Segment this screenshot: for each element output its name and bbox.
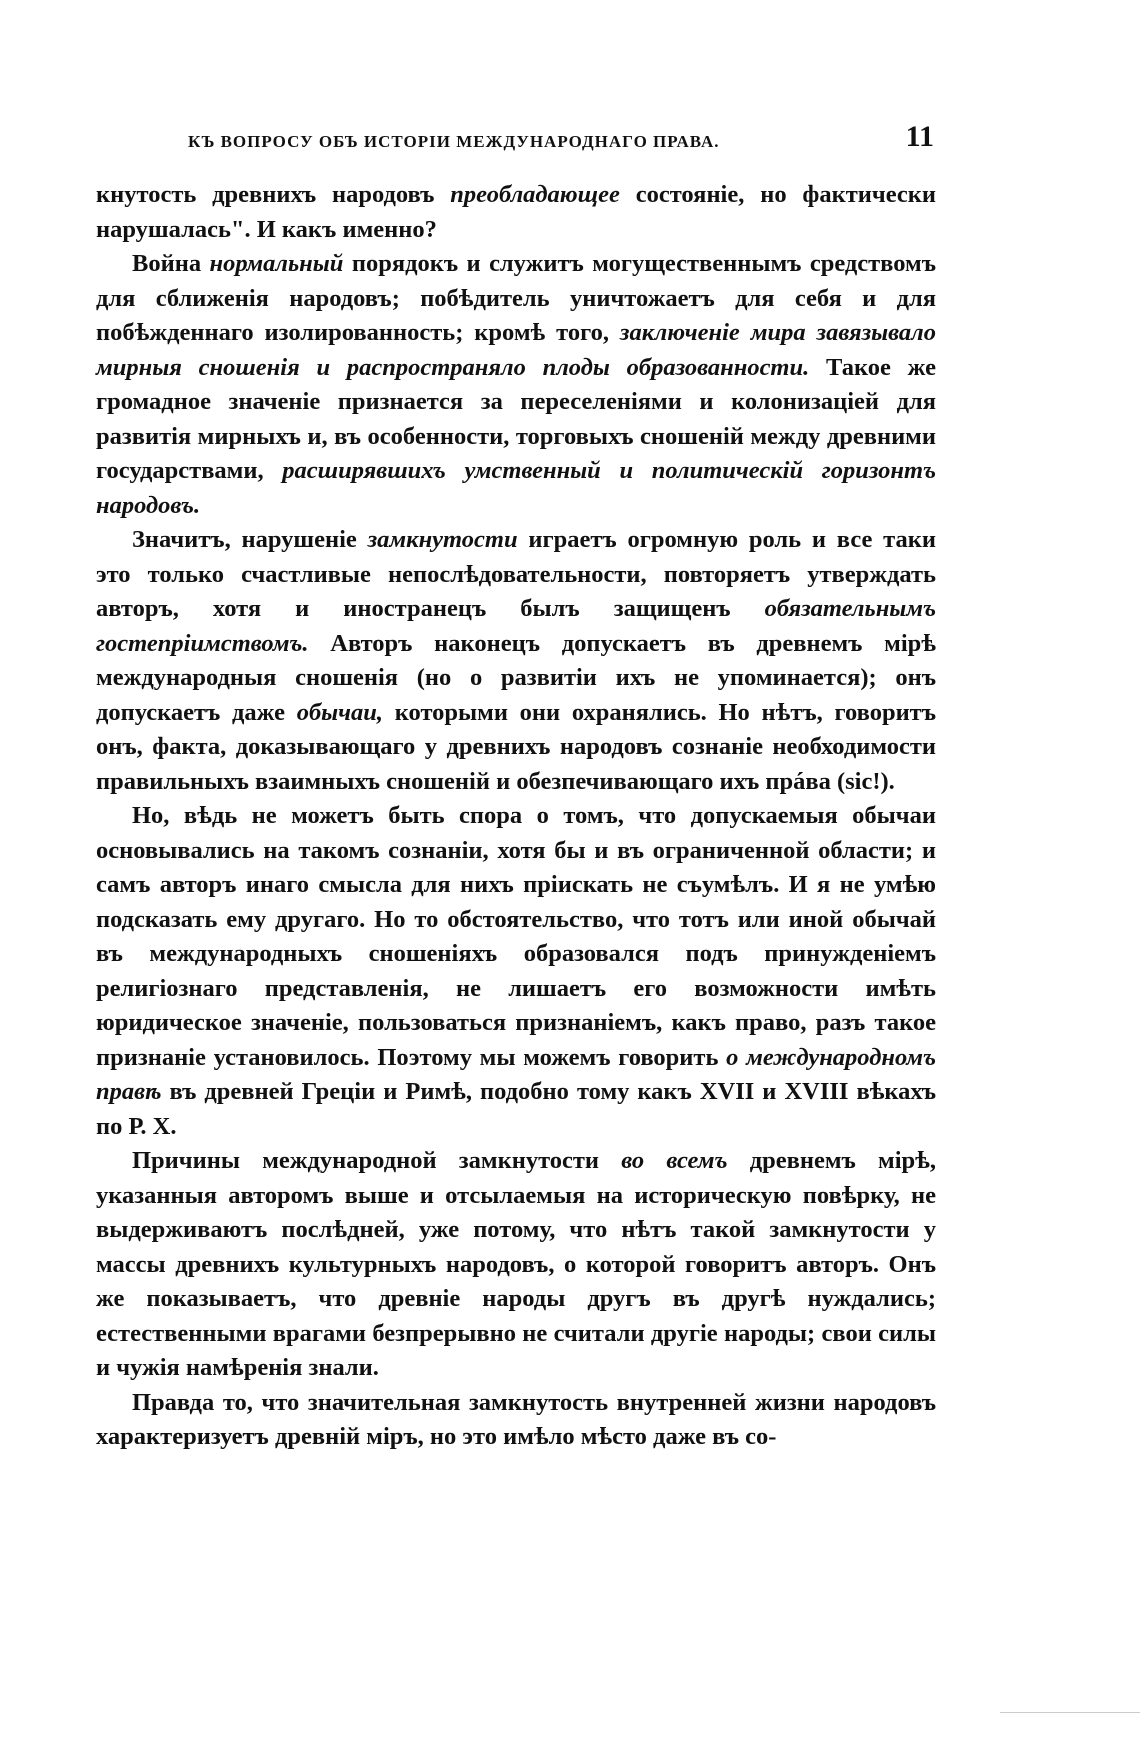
italic-text-segment: заключеніе мира завязывало мирныя сношенія и распространяло плоды образованности. [96,319,936,381]
paragraph [96,1386,936,1455]
text-segment: которыми они охранялись. Но нѣтъ, говоритъ онъ, факта, доказывающаго у древнихъ народовъ сознаніе необходимости правильныхъ взаимныхъ сношеній и обезпечивающаго ихъ прáва (sic!). [96,698,937,795]
running-header [98,118,934,158]
text-segment: порядокъ и служитъ могущественнымъ средствомъ для сближенія народовъ; побѣдитель уничтожаетъ для себя и для побѣжденнаго изолированность; кромѣ того, [96,250,936,346]
text-segment: древнемъ мірѣ, указанныя авторомъ выше и отсылаемыя на историческую повѣрку, не выдерживаютъ послѣдней, уже потому, что нѣтъ такой замкнутости у массы древнихъ культурныхъ народовъ, о которой говоритъ авторъ. Онъ же показываетъ, что древніе народы другъ въ другѣ нуждались; естественными врагами безпрерывно не считали другіе народы; свои силы и чужія намѣренія знали. [96,1147,936,1381]
italic-text-segment: преобладающее [450,181,620,208]
text-segment: въ древней Греціи и Римѣ, подобно тому какъ XVII и XVIII вѣкахъ по Р. X. [96,1078,936,1140]
text-segment: Авторъ наконецъ допускаетъ въ древнемъ мірѣ международныя сношенія (но о развитіи ихъ не упоминается); онъ допускаетъ даже [96,629,936,726]
text-segment: кнутость древнихъ народовъ [96,181,451,208]
text-segment: играетъ огромную роль и все таки это только счастливые непослѣдовательности, повторяетъ утверждать авторъ, хотя и иностранецъ былъ защищенъ [96,526,936,622]
italic-text-segment: нормальный [209,250,344,277]
italic-text-segment: о международномъ правѣ [96,1043,936,1105]
italic-text-segment: обычаи, [296,698,384,726]
header-title: КЪ ВОПРОСУ ОБЪ ИСТОРІИ МЕЖДУНАРОДНАГО ПРАВА. [188,132,720,151]
paragraph [96,523,936,799]
text-segment: состояніе, но фактически нарушалась". И какъ именно? [96,181,936,243]
body-text [96,178,936,1455]
text-segment: Такое же громадное значеніе признается за переселеніями и колонизаціей для развитія мирныхъ и, въ особенности, торговыхъ сношеній между древними государствами, [96,353,936,484]
text-segment: Но, вѣдь не можетъ быть спора о томъ, что допускаемыя обычаи основывались на такомъ сознаніи, хотя бы и въ ограниченной области; и самъ авторъ инаго смысла для нихъ пріискать не съумѣлъ. И я не умѣю подсказать ему другаго. Но то обстоятельство, что тотъ или иной обычай въ международныхъ сношеніяхъ образовался подъ принужденіемъ религіознаго представленія, не лишаетъ его возможности имѣть юридическое значеніе, пользоваться признаніемъ, какъ право, разъ такое признаніе установилось. Поэтому мы можемъ говорить [96,802,936,1071]
italic-text-segment: обязательнымъ гостепріимствомъ. [96,595,936,657]
text-segment: Причины международной замкнутости [132,1147,622,1174]
paragraph [96,799,936,1144]
text-segment: Война [132,250,210,277]
italic-text-segment: замкнутости [367,526,518,553]
italic-text-segment: расширявшихъ умственный и политическій горизонтъ народовъ. [96,457,936,519]
paragraph [96,247,936,523]
scan-edge-line [1000,1712,1140,1713]
paragraph [96,178,936,247]
paragraph [96,1144,936,1386]
text-segment: Значитъ, нарушеніе [132,526,368,553]
text-segment: Правда то, что значительная замкнутость внутренней жизни народовъ характеризуетъ древній міръ, но это имѣло мѣсто даже въ со- [96,1388,936,1450]
page-number: 11 [905,120,934,153]
italic-text-segment: во всемъ [621,1147,728,1174]
